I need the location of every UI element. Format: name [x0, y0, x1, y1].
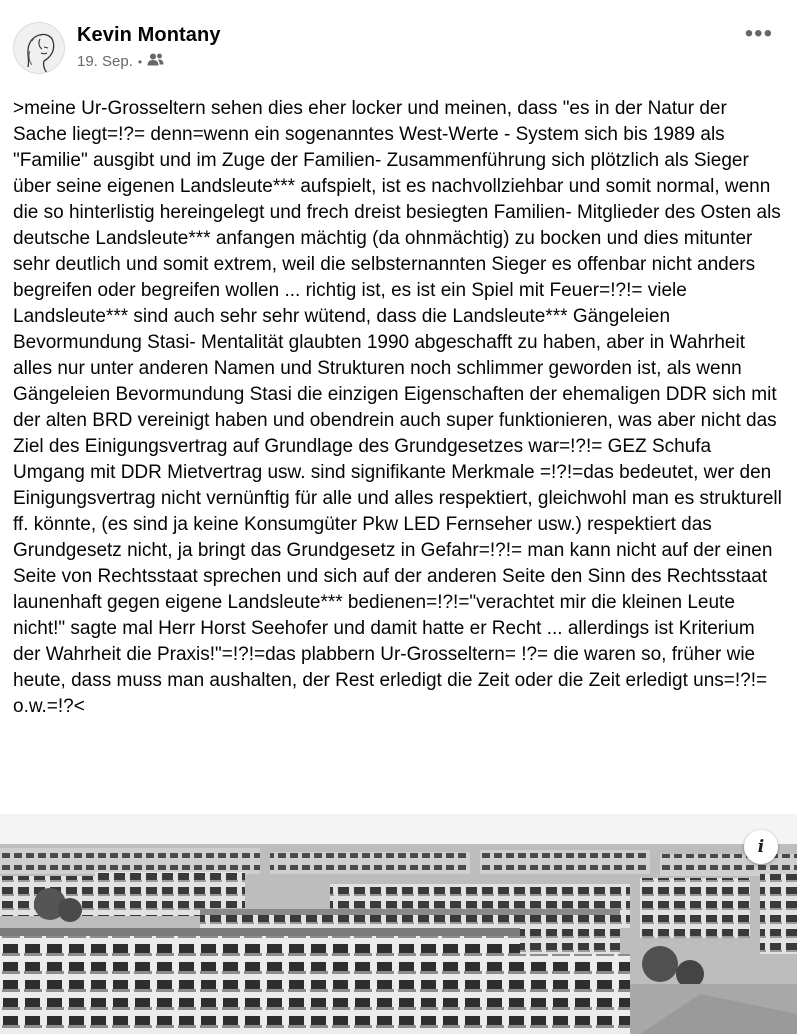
city-panorama-image — [0, 814, 797, 1034]
more-options-icon[interactable]: ••• — [744, 20, 773, 47]
post-meta — [77, 53, 164, 70]
post-photo[interactable] — [0, 814, 797, 1034]
post-text: >meine Ur-Grosseltern sehen dies eher locker und meinen, dass "es in der Natur der Sache liegt=!?= denn=wenn ein sogenanntes West-Werte - System sich bis 1989 als "Familie" ausgibt und im Zuge der Familien- Zusammenführung sich plötzlich als Sieger über seine eigenen Landsleute*** aufspielt, ist es nachvollziehbar und somit normal, wenn die so hinterlistig hereingelegt und frech dreist besiegten Familien- Mitglieder des Osten als deutsche Landsleute*** anfangen mächtig (da ohnmächtig) zu bocken und dies mitunter sehr deutlich und somit extrem, weil die selbsternannten Sieger es offenbar nicht anders begreifen oder begreifen wollen ... richtig ist, es ist ein Spiel mit Feuer=!?!= viele Landsleute*** sind auch sehr sehr wütend, dass die Landsleute*** Gängeleien Bevormundung Stasi- Mentalität glaubten 1990 abgeschafft zu haben, aber in Wahrheit alles nur unter anderen Namen und Strukturen noch schlimmer geworden ist, als wenn Gängeleien Bevormundung Stasi die einzigen Eigenschaften der ehemaligen DDR sich mit der alten BRD vereinigt haben und obendrein auch super funktionieren, was aber nicht das Ziel des Einigungsvertrag auf Grundlage des Grundgesetzes war=!?!= GEZ Schufa Umgang mit DDR Mietvertrag usw. sind signifikante Merkmale =!?!=das bedeutet, wer den Einigungsvertrag nicht vernünftig für alle und alles respektiert, gleichwohl man es strukturell ff. könnte, (es sind ja keine Konsumgüter Pkw LED Fernseher usw.) respektiert das Grundgesetz nicht, ja bringt das Grundgesetz in Gefahr=!?!= man kann nicht auf der einen Seite von Rechtsstaat sprechen und sich auf der anderen Seite den Sinn des Rechtsstaat launenhaft gegen eigene Landsleute*** bedienen=!?!="verachtet mir die kleinen Leute nicht!" sagte mal Herr Horst Seehofer und damit hatte er Recht ... allerdings ist Kriterium der Wahrheit die Praxis!"=!?!=das plabbern Ur-Grosseltern= !?= die waren so, früher wie heute, dass muss man aushalten, der Rest erledigt die Zeit oder die Zeit erledigt uns=!?!= o.w.=!?< — [13, 98, 782, 717]
post-date[interactable]: 19. Sep. — [77, 53, 133, 70]
post-header — [0, 0, 797, 90]
friends-icon[interactable] — [147, 53, 164, 70]
avatar[interactable] — [13, 22, 65, 74]
author-name[interactable]: Kevin Montany — [77, 24, 221, 46]
avatar-sketch-icon — [14, 23, 65, 74]
meta-separator: • — [137, 54, 143, 69]
info-icon[interactable]: i — [744, 830, 778, 864]
